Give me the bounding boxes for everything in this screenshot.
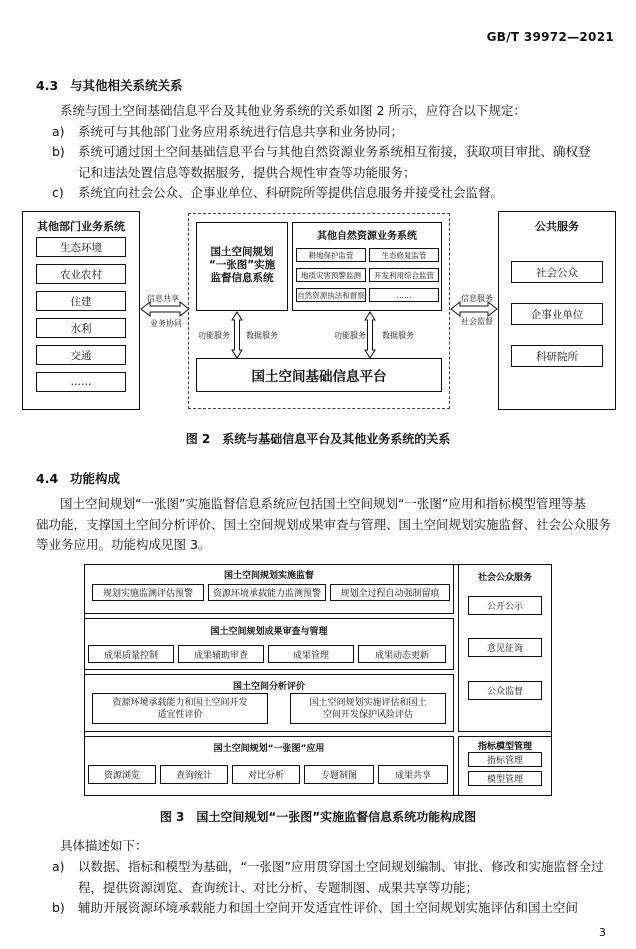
analysis-item-line1: 资源环境承载能力和国土空间开发: [112, 697, 248, 708]
list-text-line1: 以数据、指标和模型为基础，“一张图”应用贯穿国土空间规划编制、审批、修改和实施监督全过: [78, 859, 604, 874]
list-label: a): [52, 859, 65, 874]
page-number: 3: [599, 926, 606, 939]
monitor-item: 规划全过程自动强制留痕: [330, 584, 450, 601]
onemap-title: 国土空间规划“一张图”应用: [213, 744, 325, 754]
nr-system-item: 开发利用综合监管: [369, 268, 439, 282]
list-text-line2: 记和违法处置信息等数据服务，提供合规性审查等功能服务；: [78, 164, 416, 180]
section-4-4-heading: [36, 469, 120, 487]
detail-intro: 具体描述如下：: [60, 838, 148, 853]
onemap-item: 成果共享: [378, 765, 448, 784]
dept-system-item: 水利: [36, 318, 126, 338]
onemap-item: 查询统计: [160, 765, 228, 784]
public-service-item: 社会公众: [511, 261, 603, 283]
platform-box: 国土空间基础信息平台: [196, 358, 442, 392]
func-service-label-left: 功能服务: [198, 331, 230, 340]
onemap-title-line1: 国土空间规划: [210, 246, 274, 258]
paragraph-line2: 础功能，支撑国土空间分析评价、国土空间规划成果审查与管理、国土空间规划实施监督、社会公众服务: [36, 516, 612, 532]
indicator-panel-item: 模型管理: [468, 771, 542, 786]
standard-code: GB/T 39972—2021: [486, 30, 614, 44]
func-service-label-right: 功能服务: [334, 331, 366, 340]
arrow-vertical-right: [365, 312, 375, 358]
section-4-3-intro: 系统与国土空间基础信息平台及其他业务系统的关系如图 2 所示，应符合以下规定：: [60, 103, 526, 118]
dept-system-item: ……: [36, 372, 126, 392]
onemap-item: 专题制图: [304, 765, 374, 784]
social-supervision-label: 社会监督: [461, 317, 493, 326]
section-4-4-paragraph: [36, 494, 622, 556]
list-item: [52, 857, 624, 898]
indicator-panel-title: 指标模型管理: [477, 742, 532, 752]
section-title: 功能构成: [70, 471, 121, 486]
dept-system-item: 生态环境: [36, 237, 126, 257]
list-text-line1: 系统可通过国土空间基础信息平台与其他自然资源业务系统相互衔接，获取项目审批、确权登: [78, 144, 591, 159]
info-service-label: 信息服务: [461, 294, 493, 303]
public-service-item: 企事业单位: [511, 303, 603, 325]
dept-system-item: 农业农村: [36, 264, 126, 284]
monitor-item: 规划实施监测评估预警: [92, 584, 204, 601]
figure-3-caption: 图 3 国土空间规划“一张图”实施监督信息系统功能构成图: [159, 810, 477, 824]
list-label: a): [52, 124, 65, 139]
list-label: c): [52, 185, 64, 200]
nr-system-item: ……: [369, 288, 439, 302]
dept-system-item: 住建: [36, 291, 126, 311]
analysis-item: [290, 693, 446, 724]
public-panel-item: 公众监督: [468, 681, 542, 700]
section-number: 4.4: [36, 471, 59, 486]
public-service-item: 科研院所: [511, 345, 603, 367]
list-item: [52, 898, 624, 918]
data-service-label-right: 数据服务: [382, 331, 414, 340]
list-text-line1: 辅助开展资源环境承载能力和国土空间开发适宜性评价、国土空间规划实施评估和国土空间: [78, 900, 579, 915]
detail-list: [52, 857, 624, 921]
arrow-left-double: [141, 302, 189, 316]
analysis-item-line2: 适宜性评价: [157, 709, 203, 720]
analysis-item-line2: 空间开发保护风险评估: [322, 709, 413, 720]
onemap-title-line2: “一张图”实施: [208, 259, 276, 271]
biz-collab-label: 业务协同: [150, 319, 182, 328]
data-service-label-left: 数据服务: [246, 331, 278, 340]
dept-system-item: 交通: [36, 345, 126, 365]
public-panel-title: 社会公众服务: [477, 573, 532, 583]
arrow-vertical-left: [232, 312, 242, 358]
analysis-item-line1: 国土空间规划实施评估和国土: [309, 697, 427, 708]
review-item: 成果质量控制: [88, 645, 174, 663]
list-label: b): [52, 900, 65, 915]
nr-system-item: 自然资源执法和督察: [296, 288, 366, 302]
info-share-label: 信息共享: [147, 294, 179, 303]
other-nr-systems-title: 其他自然资源业务系统: [317, 231, 417, 242]
section-number: 4.3: [36, 78, 59, 93]
paragraph-line3: 等业务应用。功能构成见图 3。: [36, 537, 211, 552]
indicator-panel-item: 指标管理: [468, 752, 542, 767]
paragraph-line1: 国土空间规划“一张图”实施监督信息系统应包括国土空间规划“一张图”应用和指标模型管理等基: [60, 496, 586, 511]
analysis-title: 国土空间分析评价: [232, 682, 305, 692]
list-text-line2: 程，提供资源浏览、查询统计、对比分析、专题制图、成果共享等功能；: [78, 879, 479, 895]
onemap-title-line3: 监督信息系统: [210, 272, 274, 284]
review-item: 成果动态更新: [358, 645, 446, 663]
figure-2-caption: 图 2 系统与基础信息平台及其他业务系统的关系: [185, 432, 451, 446]
nr-system-item: 耕地保护监管: [296, 248, 366, 262]
nr-system-item: 生态修复监管: [369, 248, 439, 262]
other-dept-systems-title: 其他部门业务系统: [37, 220, 125, 233]
list-text: 系统可与其他部门业务应用系统进行信息共享和业务协同；: [78, 124, 404, 139]
review-title: 国土空间规划成果审查与管理: [210, 627, 328, 637]
list-text: 系统宜向社会公众、企事业单位、科研院所等提供信息服务并接受社会监督。: [78, 185, 504, 200]
review-item: 成果管理: [268, 645, 354, 663]
onemap-item: 资源浏览: [88, 765, 156, 784]
review-item: 成果辅助审查: [178, 645, 264, 663]
section-title: 与其他相关系统关系: [70, 78, 183, 93]
public-panel-item: 公开公示: [468, 596, 542, 615]
monitor-title: 国土空间规划实施监督: [223, 571, 314, 581]
arrow-right-double: [451, 302, 497, 316]
public-service-title: 公共服务: [535, 220, 579, 233]
analysis-item: [92, 693, 268, 724]
list-label: b): [52, 144, 65, 159]
public-panel-item: 意见征询: [468, 638, 542, 657]
onemap-item: 对比分析: [232, 765, 300, 784]
nr-system-item: 地质灾害预警监测: [296, 268, 366, 282]
monitor-item: 资源环境承载能力监测预警: [208, 584, 326, 601]
